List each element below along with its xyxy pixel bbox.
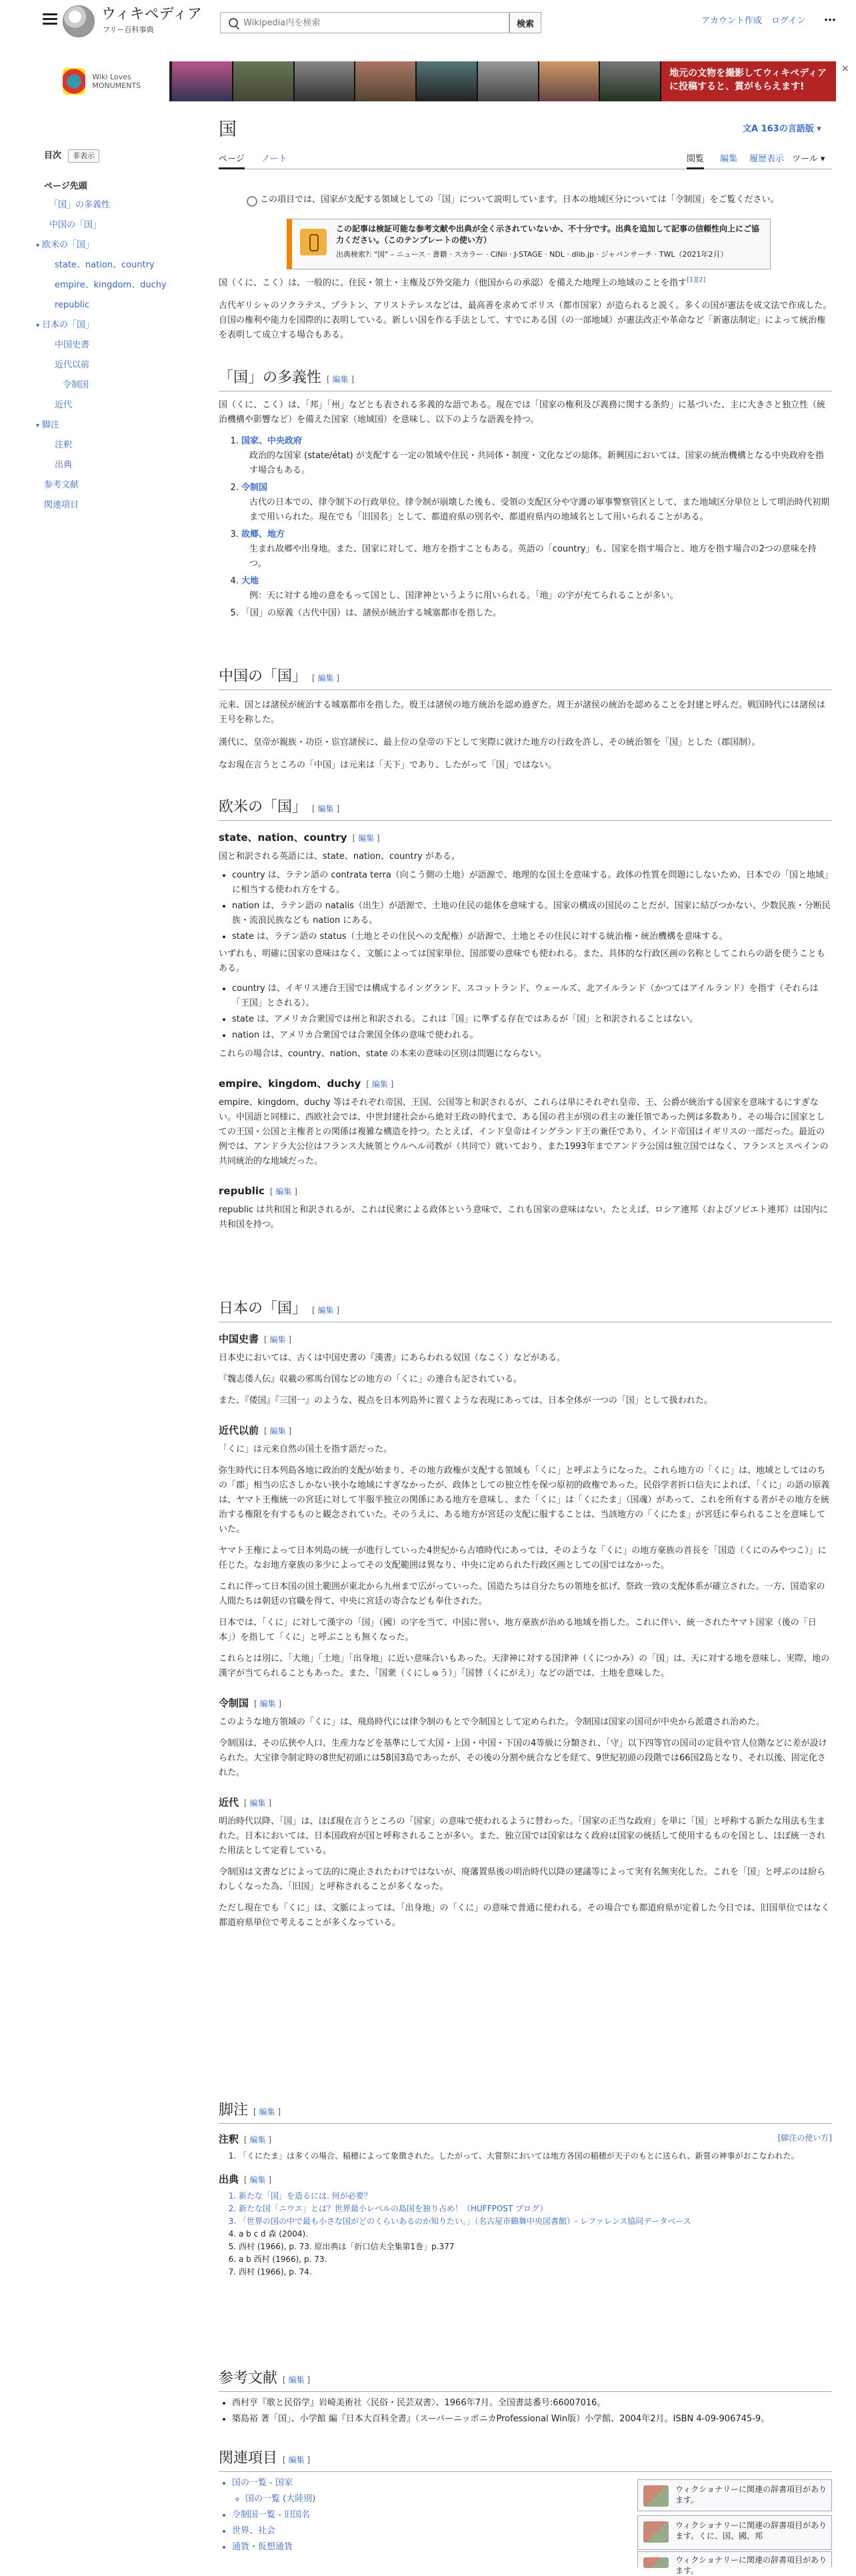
references-list [239,2190,832,2279]
notes-section [219,2101,832,2279]
list-item: 4. a b c d 森 (2004). [239,2228,832,2241]
list-item[interactable]: • 世界、社会 [232,2524,619,2539]
subheading-republic: republic[ 編集 ] [219,1184,832,1199]
japan-p1: 日本史においては、古くは中国史書の『漢書』にあらわれる奴国（なこく）などがある。 [219,1353,566,1363]
list-item[interactable]: 3. 「世界の国の中で最も小さな国がどのくらいあるのか知りたい。」（名古屋市鶴舞中央図書館）- レファレンス協同データベース [239,2215,832,2228]
toc-item-ritsuryo[interactable]: 令制国 [63,380,89,390]
list-item: • state は、ラテン語の status（土地とその住民への支配権）が語源で、土地とその住民に対する統治権・統治機構を意味する。 [232,930,832,944]
china-p1: 元来、国とは諸侯が統治する城塞都市を指した。殷王は諸侯の地方統治を認め過ぎた。周王が諸侯の統治を認めることを封建と呼んだ。戦国時代には諸侯は王号を称した。 [219,700,826,725]
list-item: • country は、ラテン語の contrata terra（向こう側の土地）が語源で、地理的な国土を意味する。政体の性質を問題にしないため、日本での「国と地域」に相当する使われ方をする。 [232,868,832,898]
tab-history[interactable]: 履歴表示 [749,154,785,164]
west-list1 [219,868,832,944]
tab-talk[interactable]: ノート [261,154,287,164]
japan-p12: 明治時代以降、「国」は、ほぼ現在言うところの「国家」の意味で使われるように替わった。「国家の正当な政府」を単に「国」と呼称する新たな用法も生まれた。日本においては、日本国政府が国と呼称されることが多い。また、独立国では国家はなく政府は国家の統括して使用するものを国とし、ほぼ統一された用法として定着している。 [219,1816,826,1856]
japan-p9: これらとは別に、「大地」「土地」「出身地」に近い意味合いもあった。天津神に対する国津神（くにつかみ）の「国」は、天に対する地を意味し、実際、地の漢字が当てられることもあった。また、「国衆（くにしゅう）」「国替（くにがえ）」などの語では、土地を意味した。 [219,1654,830,1678]
subheading-chinese-history: 中国史書[ 編集 ] [219,1332,832,1347]
search-icon [229,18,238,27]
subheading-notes: 注釈[ 編集 ] [219,2132,832,2147]
edit-link[interactable]: [ 編集 ] [283,2455,310,2465]
list-item: • 西村亨『歌と民俗学』岩崎美術社〈民俗・民芸双書〉、1966年7月。全国書誌番号:66007016。 [232,2396,832,2411]
edit-link[interactable]: [ 編集 ] [270,1187,297,1196]
book-icon [300,229,327,255]
section-heading-west: 欧米の「国」[ 編集 ] [219,798,832,821]
subheading-modern: 近代[ 編集 ] [219,1795,832,1810]
polysemy-section [219,368,832,623]
wiktionary-box[interactable]: ウィクショナリーに関連の辞書項目があります。 [637,2479,832,2511]
tab-page[interactable]: ページ [219,152,245,169]
japan-p4: 「くに」は元来自然の国土を指す語だった。 [219,1444,393,1454]
toc-title: 目次 [44,151,62,161]
section-heading-polysemy: 「国」の多義性[ 編集 ] [219,368,832,391]
list-item: 7. 西村 (1966), p. 74. [239,2266,832,2279]
west-p4: empire、kingdom、duchy 等はそれぞれ帝国、王国、公国等と和訳されるが、これらは単にそれぞれ皇帝、王、公爵が統治する国家を意味するにすぎない。中国語と同様に、西欧社会では、中世封建社会から絶対王政の時代まで、ある国の君主が別の君主の兼任領であった例は多数あり、その場合に国家としての王国・公国と主権者との関係は複雑な構造を持つ。たとえば、インド皇帝はイングランド王の兼任であり、インド帝国はイギリスの一部だった。最近の例では、アンドラ大公位はフランス大統領とウルヘル司教が（共同で）就いており、また1993年までアンドラ公国は独立国ではなく、フランスとスペインの共同統治的な地域だった。 [219,1098,829,1166]
citation-needed-box [287,219,771,269]
hatnote: この項目では、国家が支配する領域としての「国」について説明しています。日本の地域区分については「令制国」をご覧ください。 [240,193,827,207]
language-button[interactable]: 文A 163の言語版 ▾ [743,124,821,134]
toc-item-empire[interactable]: empire、kingdom、duchy [55,280,167,290]
japan-section [219,1299,832,1930]
edit-link[interactable]: [ 編集 ] [253,2107,281,2117]
subheading-premodern: 近代以前[ 編集 ] [219,1423,832,1438]
toc-sidebar [36,149,197,510]
edit-link[interactable]: [ 編集 ] [366,1080,393,1089]
edit-link[interactable]: [ 編集 ] [254,1699,281,1708]
toc-item-bibliography[interactable]: 参考文献 [44,480,79,490]
search-input[interactable] [243,18,470,28]
list-item: 1. 国家、中央政府 政治的な国家 (state/état) が支配する一定の領域や住民・共同体・制度・文化などの総体。新興国においては、国家の統治機構となる中央政府を指す場合もある。 [241,434,832,478]
list-item: 1. 「くにたま」は多くの場合、稲穂によって象徴された。したがって、大嘗祭においては地方各国の稲穂が天子のもとに送られ、新嘗の神事がおこなわれた。 [239,2150,832,2163]
wiktionary-box[interactable]: ウィクショナリーに関連の辞書項目があります。 [637,2551,832,2567]
translate-icon: 文A [743,124,761,134]
china-section [219,667,832,773]
list-item: • nation は、ラテン語の natalis（出生）が語源で、土地の住民の総体を意味する。国家の構成の国民のことだが、国家に結びつかない、少数民族・分断民族・流浪民族なども nation にある。 [232,899,832,928]
toc-hide-button[interactable]: 非表示 [68,149,99,163]
heart-logo-icon [63,68,85,95]
list-item[interactable]: ◦ 国の一覧 (大陸別) [245,2492,619,2507]
edit-link[interactable]: [ 編集 ] [244,1798,271,1808]
banner-cta[interactable]: 地元の文物を撮影してウィキペディアに投稿すると、賞がもらえます! [661,61,836,101]
toc-item-footnotes[interactable]: 脚注 [42,420,60,430]
list-item: • country は、イギリス連合王国では構成するイングランド、スコットランド、ウェールズ、北アイルランド（かつてはアイルランド）を指す（それらは「王国」とされる）。 [232,982,832,1011]
china-p3: なお現在言うところの「中国」は元来は「天下」であり、したがって「国」ではない。 [219,760,557,770]
japan-p6: ヤマト王権によって日本列島の統一が進行していった4世紀から古墳時代にあっては、そのような「くに」の地方豪族の首長を「国造（くにのみやつこ）」に任じた。なお地方豪族の多少によってその支配範囲は異なり、中央に定められた行政区画としての国ではなかった。 [219,1546,827,1570]
notes-list [239,2150,832,2163]
search-box[interactable] [220,12,509,33]
language-count: 163の言語版 [761,124,814,134]
user-links [701,15,812,29]
chevron-down-icon[interactable]: ▾ [36,322,40,329]
japan-p14: ただし現在でも「くに」は、文脈によっては、「出身地」の「くに」の意味で普通に使われる。その場合でも都道府県が定着した今日では、旧国単位ではなく都道府県単位で考えることが多くなっている。 [219,1903,830,1928]
section-heading-china: 中国の「国」[ 編集 ] [219,667,832,690]
ambox-line2: 出典検索?: "国" – ニュース · 書籍 · スカラー · CiNii · J-STAGE · NDL · dlib.jp · ジャパンサーチ · TWL（2021年2月） [336,250,728,259]
wiktionary-icon [643,2557,669,2568]
wiktionary-icon [643,2521,669,2543]
edit-link[interactable]: [ 編集 ] [312,674,339,683]
main-menu-icon[interactable] [43,13,57,25]
subheading-ritsuryo: 令制国[ 編集 ] [219,1696,832,1711]
banner-photos [172,61,661,101]
edit-link[interactable]: [ 編集 ] [244,2135,271,2145]
bibliography-list [219,2396,832,2427]
subheading-sources: 出典[ 編集 ] [219,2172,832,2187]
japan-p11: 令制国は、その広狭や人口、生産力などを基準にして大国・上国・中国・下国の4等級に分類され、「守」以下四等官の国司の定員や官人位階などに差が設けられた。大宝律令制定時の8世紀初頭には58国3島であったが、その後の分割や統合などを経て、9世紀初頭の段階では66国2島となり、それ以後、固定化された。 [219,1738,827,1778]
tagline: フリー百科事典 [103,25,154,34]
polysemy-intro: 国（くに、こく）は、「邦」「州」などとも表される多義的な語である。現在では「国家の権利及び義務に関する条約」に基づいた、主に大きさと独立性（統治機構や影響など）を備えた国家（地域国）を意味し、以下のような語義を持つ。 [219,400,826,425]
edit-link[interactable]: [ 編集 ] [283,2375,310,2385]
more-options-icon[interactable]: ⋯ [824,13,836,27]
polysemy-list [241,434,832,621]
toc-item-premodern[interactable]: 近代以前 [55,360,90,370]
list-item: • state は、アメリカ合衆国では州と和訳される。これは「国」に準ずる存在ではあるが「国」と和訳されることはない。 [232,1012,832,1027]
toc-item-polysemy[interactable]: 「国」の多義性 [49,200,111,210]
edit-link[interactable]: [ 編集 ] [312,804,339,814]
login-link[interactable]: ログイン [771,16,806,26]
wordmark[interactable]: ウィキペディア [101,6,202,23]
edit-link[interactable]: [ 編集 ] [312,1306,339,1315]
banner-close-icon[interactable]: × [841,63,849,74]
footnote-usage-link[interactable]: [脚注の使い方] [777,2133,832,2143]
toc-item-republic[interactable]: republic [55,300,90,310]
bibliography-section [219,2369,832,2428]
list-item: 5. 「国」の原義（古代中国）は、諸侯が統治する城塞都市を指した。 [241,606,832,621]
tab-read[interactable]: 閲覧 [687,152,704,169]
list-item: 5. 西村 (1966), p. 73. 原出典は「折口信夫全集第1巻」p.377 [239,2241,832,2253]
related-section [219,2449,619,2556]
section-heading-japan: 日本の「国」[ 編集 ] [219,1299,832,1322]
edit-link[interactable]: [ 編集 ] [244,2175,271,2185]
wikipedia-logo-icon[interactable] [63,5,95,37]
list-item: • 築島裕 著「国」、小学館 編『日本大百科全書』（スーパーニッポニカProfessional Win版）小学館、2004年2月。ISBN 4-09-906745-9。 [232,2412,832,2427]
edit-link[interactable]: [ 編集 ] [264,1335,291,1344]
lead-p1: 国（くに、こく）は、一般的に、住民・領土・主権及び外交能力（他国からの承認）を備えた地理上の地域のことを指す [219,278,687,288]
toc-item-notes[interactable]: 注釈 [55,440,73,450]
section-heading-footnotes: 脚注[ 編集 ] [219,2101,832,2124]
ambox-line1: この記事は検証可能な参考文献や出典が全く示されていないか、不十分です。出典を追加して記事の信頼性向上にご協力ください。（このテンプレートの使い方） [336,224,760,245]
edit-link[interactable]: [ 編集 ] [327,375,354,384]
section-heading-related: 関連項目[ 編集 ] [219,2449,832,2472]
west-p3: これらの場合は、country、nation、state の本来の意味の区別は問題にならない。 [219,1049,547,1059]
banner-logo [36,61,172,101]
tab-edit[interactable]: 編集 [720,154,738,164]
toc-item-state-nation[interactable]: state、nation、country [55,260,155,270]
list-item: 6. a b 西村 (1966), p. 73. [239,2253,832,2266]
create-account-link[interactable]: アカウント作成 [701,16,762,26]
toc-item-china[interactable]: 中国の「国」 [49,220,102,230]
japan-p3: また、『倭国』『三国一』のような、視点を日本列島外に置くような表現にあっては、日本全体が一つの「国」として扱われた。 [219,1396,713,1406]
list-item: 2. 令制国 古代の日本での、律令制下の行政単位。律令制が崩壊した後も、受領の支配区分や守護の軍事警察管区として、また地域区分単位として明治時代初期まで用いられた。現在でも「旧国名」として、都道府県の別名や、都道府県内の地域名として用いられることがある。 [241,481,832,525]
list-item: 4. 大地 例：天に対する地の意をもって国とし、国津神というように用いられる。「地」の字が充てられることが多い。 [241,574,832,603]
japan-p10: このような地方領域の「くに」は、飛鳥時代には律令制のもとで令制国として定められた。令制国は国家の国司が中央から派遣され治めた。 [219,1717,765,1727]
toc-item-modern[interactable]: 近代 [55,400,73,410]
campaign-banner[interactable] [36,61,836,101]
toc-item-sources[interactable]: 出典 [55,460,73,470]
edit-link[interactable]: [ 編集 ] [264,1426,291,1436]
wiktionary-icon [643,2485,669,2507]
toc-item-japan[interactable]: 日本の「国」 [42,320,95,330]
site-header [0,0,856,47]
banner-logo-text: Wiki Loves MONUMENTS [92,73,141,90]
list-item: • nation は、アメリカ合衆国では合衆国全体の意味で使われる。 [232,1028,832,1043]
toc-item-chinese-history[interactable]: 中国史書 [55,340,90,350]
toc-item-related[interactable]: 関連項目 [44,500,79,510]
west-section [219,798,832,1232]
toc-item-top[interactable]: ページ先頭 [44,181,87,191]
japan-p13: 令制国は文書などによって法的に廃止されたわけではないが、廃藩置県後の明治時代以降の建議等によって実有名無実化した。これを「国」と呼ぶのは紛らわしくなった為、「旧国」と呼称されることが多くなった。 [219,1867,826,1892]
japan-p5: 弥生時代に日本列島各地に政治的支配が始まり、その地方政権が支配する領域も「くに」と呼ぶようになった。これら地方の「くに」は、地域としてはのちの「郡」相当の広さしかない狭小な地域にすぎなかったが、政体としての独立性を保つ原初的政権であった。民俗学者折口信夫によれば、「くに」の語の原義は、ヤマト王権統一の宮廷に対して半服半独立の関係にある地方を意味し、また「くに」は「くにたま」（国魂）があって、これを所有する者がその地方を統治する権限を有するものと観念されていた。そのうえに、ある地方が宮廷の支配に服することは、当該地方の「くにたま」が宮廷に奉られることを意味していた。 [219,1466,830,1534]
toc-header [44,149,197,163]
ref-1-2[interactable]: [1][2] [687,276,706,284]
list-item[interactable]: • 国の一覧 - 国家 [232,2476,619,2491]
search-button[interactable]: 検索 [509,12,541,33]
related-list [219,2476,619,2555]
west-list2 [219,982,832,1043]
page-title: 国 [219,119,237,140]
lead-p2: 古代ギリシャのソクラテス、プラトン、アリストテレスなどは、最高善を求めてポリス（都市国家）が造られると説く。多くの国が憲法を成文法で作成した。自国の権利や能力を国際的に表明している。新しい国を作る手法として、すでにある国（の一部地域）が憲法改正や革命など「新憲法制定」によって統治権を表明して成立する場合もある。 [219,301,832,340]
wiktionary-box[interactable]: ウィクショナリーに関連の辞書項目があります。くに、国、國、邦 [637,2515,832,2550]
subheading-state-nation: state、nation、country[ 編集 ] [219,830,832,846]
section-heading-bibliography: 参考文献[ 編集 ] [219,2369,832,2392]
tab-tools[interactable]: ツール ▾ [792,154,825,164]
page-tabs [219,152,832,169]
list-item[interactable]: 1. 新たな「国」を造るには. 何が必要？ [239,2190,832,2203]
japan-p8: 日本では、「くに」に対して漢字の「国」（國）の字を当て、中国に習い、地方豪族が治める地域を指した。これに伴い、統一されたヤマト国家（後の「日本」）を指して「くに」と呼ぶことも無くなった。 [219,1618,817,1642]
subheading-empire: empire、kingdom、duchy[ 編集 ] [219,1076,832,1092]
list-item[interactable]: 2. 新たな国「ニウエ」とは？世界最小レベルの島国を独り占め！（HUFFPOST ブログ） [239,2203,832,2215]
west-p5: republic は共和国と和訳されるが、これは民衆による政体という意味で、これも国家の意味はない。たとえば、ロシア連邦（およびソビエト連邦）は国内に共和国を持つ。 [219,1205,829,1230]
west-p1: 国と和訳される英語には、state、nation、country がある。 [219,852,460,862]
lead-section [219,276,832,343]
west-p2: いずれも、明確に国家の意味はなく、文脈によっては国家単位、国部要の意味でも使われる。また、具体的な行政区画の名称としてこれらの語を使うこともある。 [219,949,825,974]
list-item[interactable]: • 通貨・仮想通貨 [232,2540,619,2555]
toc-item-west[interactable]: 欧米の「国」 [42,240,95,250]
list-item[interactable]: • 令制国一覧 - 旧国名 [232,2508,619,2523]
japan-p2: 『魏志倭人伝』収載の邪馬台国などの地方の「くに」の連合も記されている。 [219,1374,523,1384]
edit-link[interactable]: [ 編集 ] [353,834,380,843]
chevron-down-icon[interactable]: ▾ [36,242,40,249]
list-item: 3. 故郷、地方 生まれ故郷や出身地。また、国家に対して、地方を指すこともある。英語の「country」も、国家を指す場合と、地方を指す場合の2つの意味を持つ。 [241,527,832,571]
japan-p7: これに伴って日本国の国土範囲が東北から九州まで広がっていった。国造たちは自分たちの領地を拡げ、祭政一致の支配体系が確立された。一方、国造家の人間たちは朝廷の官職を得て、中央に宮廷の寄合なども奉仕された。 [219,1582,825,1606]
china-p2: 漢代に、皇帝が親族・功臣・宦官諸侯に、最上位の皇帝の下として実際に就けた地方の行政を許し、その統治領を「国」とした（郡国制）。 [219,738,761,748]
chevron-down-icon[interactable]: ▾ [36,422,40,429]
